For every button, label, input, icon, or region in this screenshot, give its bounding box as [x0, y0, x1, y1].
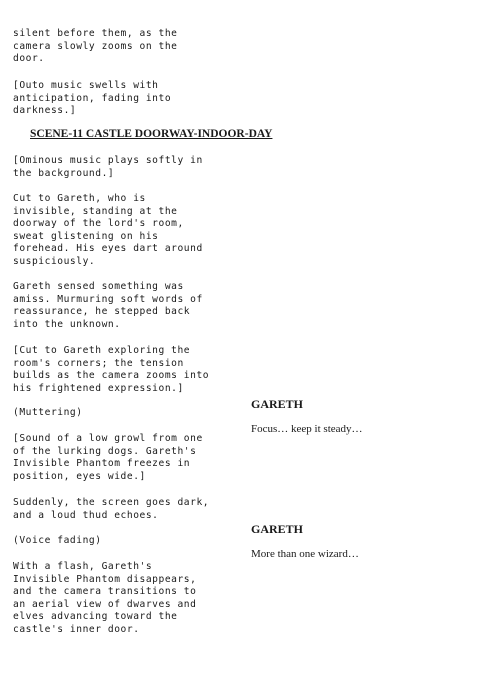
- action-block-7: Suddenly, the screen goes dark, and a loud thud echoes.: [13, 497, 210, 521]
- dialogue-line-2: More than one wizard…: [251, 548, 359, 560]
- action-block-0: silent before them, as the camera slowly zooms on the door.: [13, 28, 178, 65]
- character-name-gareth-1: GARETH: [251, 397, 304, 411]
- action-block-6: [Sound of a low growl from one of the lurking dogs. Gareth's Invisible Phantom freezes in position, eyes wide.]: [13, 433, 203, 482]
- action-block-8: With a flash, Gareth's Invisible Phantom disappears, and the camera transitions to an aerial view of dwarves and elves advancing toward the castle's inner door.: [13, 561, 197, 635]
- action-block-3: Cut to Gareth, who is invisible, standing at the doorway of the lord's room, sweat glistening on his forehead. His eyes dart around suspiciously.: [13, 193, 203, 267]
- action-block-2: [Ominous music plays softly in the background.]: [13, 155, 203, 179]
- character-name-gareth-2: GARETH: [251, 522, 304, 536]
- parenthetical-muttering: (Muttering): [13, 407, 83, 418]
- scene-heading: SCENE-11 CASTLE DOORWAY-INDOOR-DAY: [30, 128, 273, 140]
- action-block-1: [Outo music swells with anticipation, fading into darkness.]: [13, 80, 172, 117]
- action-block-5: [Cut to Gareth exploring the room's corners; the tension builds as the camera zooms into his frightened expression.]: [13, 345, 210, 394]
- dialogue-line-1: Focus… keep it steady…: [251, 423, 363, 435]
- parenthetical-voice-fading: (Voice fading): [13, 535, 102, 546]
- action-block-4: Gareth sensed something was amiss. Murmuring soft words of reassurance, he stepped back into the unknown.: [13, 281, 203, 330]
